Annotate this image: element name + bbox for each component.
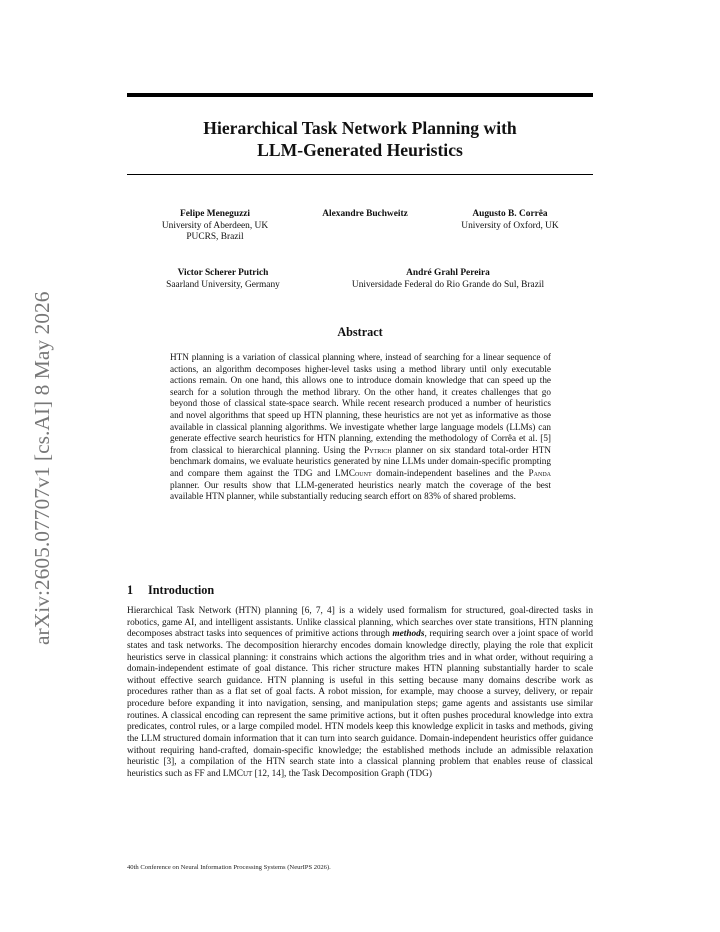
methods-term: methods xyxy=(392,629,425,640)
author-affiliation: PUCRS, Brazil xyxy=(186,232,244,243)
author-block xyxy=(140,268,306,291)
author-affiliation: University of Aberdeen, UK xyxy=(161,220,269,231)
title-line-2: LLM-Generated Heuristics xyxy=(257,140,463,160)
author-block xyxy=(320,268,576,291)
author-affiliation: Saarland University, Germany xyxy=(166,279,280,290)
abstract-heading: Abstract xyxy=(337,325,383,339)
author-block xyxy=(140,209,290,244)
paper-title xyxy=(127,117,593,161)
title-top-rule xyxy=(127,93,593,97)
intro-text-part: [12, 14], the Task Decomposition Graph (TDG) xyxy=(252,768,432,779)
abstract-text xyxy=(170,352,551,503)
author-name: André Grahl Pereira xyxy=(406,268,490,278)
author-block xyxy=(300,209,430,221)
lmcount-suffix: Count xyxy=(348,467,372,478)
title-line-1: Hierarchical Task Network Planning with xyxy=(203,118,517,138)
panda-name: Panda xyxy=(528,467,551,478)
author-affiliation: University of Oxford, UK xyxy=(461,220,559,231)
author-block xyxy=(440,209,580,232)
section-number: 1 xyxy=(127,583,134,597)
abstract-text-part: planner on six standard total-order HTN benchmark domains, we evaluate heuristics generated by nine LLMs under domain-specific prompting and compare them against the TDG and LM xyxy=(170,444,551,478)
author-name: Felipe Meneguzzi xyxy=(179,209,251,219)
arxiv-identifier: arXiv:2605.07707v1 [cs.AI] 8 May 2026 xyxy=(30,291,54,645)
title-bottom-rule xyxy=(127,174,593,175)
intro-text-part: Hierarchical Task Network (HTN) planning [6, 7, 4] is a widely used formalism for structured, goal-directed tasks in robotics, game AI, and intelligent assistants. Unlike classical planning, which searches over state transitions, HTN planning decomposes abstract tasks into sequences of primitive actions through xyxy=(127,606,593,640)
intro-text-part: , requiring search over a joint space of world states and task networks. The decomposition hierarchy encodes domain knowledge directly, playing the role that explicit heuristics serve in classical planning: it constrains which actions the algorithm tries and in what order, without requiring a domain-independent estimate of goal distance. This richer structure makes HTN planning substantially harder to scale without effective search guidance. HTN planning is useful in this setting because many domains describe work as procedures rather than as a flat set of goal facts. A robot mission, for example, may choose a survey, delivery, or repair procedure before expanding it into navigation, sensing, and manipulation steps; game agents and assistants use similar routines. A classical encoding can represent the same primitive actions, but it often pushes procedural knowledge into extra predicates, control rules, or a large compiled model. HTN models keep this knowledge explicit in tasks and methods, giving the LLM structured domain information that it can turn into search guidance. Domain-independent heuristics offer guidance without requiring hand-crafted, domain-specific knowledge; the established methods include an admissible relaxation heuristic [3], a compilation of the HTN search state into a classical planning problem that enables reuse of classical heuristics such as FF and LM xyxy=(127,629,593,779)
abstract-text-part: HTN planning is a variation of classical planning where, instead of searching for a linear sequence of actions, an algorithm decomposes higher-level tasks using a method library until only executable actions remain. On one hand, this allows one to introduce domain knowledge that can speed up the search for a solution through the method library. On the other hand, it creates challenges that go beyond those of classical state-space search. While recent research produced a number of heuristics and novel algorithms that speed up HTN planning, these heuristics are not yet as informative as those available in classical planning algorithms. We investigate whether large language models (LLMs) can generate effective search heuristics for HTN planning, extending the methodology of Corrêa et al. [5] from classical to hierarchical planning. Using the xyxy=(170,352,551,455)
author-affiliation: Universidade Federal do Rio Grande do Sul, Brazil xyxy=(351,279,545,290)
introduction-text xyxy=(127,606,593,781)
author-name: Augusto B. Corrêa xyxy=(472,209,548,219)
arxiv-sidebar-stamp xyxy=(20,263,54,645)
abstract-text-part: domain-independent baselines and the xyxy=(371,467,529,478)
section-heading xyxy=(127,583,214,598)
author-name: Alexandre Buchweitz xyxy=(322,209,408,219)
section-title: Introduction xyxy=(148,583,215,597)
abstract-text-part: planner. Our results show that LLM-generated heuristics nearly match the coverage of the best available HTN planner, while substantially reducing search effort on 83% of shared problems. xyxy=(170,479,551,502)
venue-footnote: 40th Conference on Neural Information Processing Systems (NeurIPS 2026). xyxy=(127,864,331,871)
author-name: Victor Scherer Putrich xyxy=(177,268,269,278)
lmcut-suffix: Cut xyxy=(236,768,253,779)
pytrich-name: Pytrich xyxy=(364,444,392,455)
